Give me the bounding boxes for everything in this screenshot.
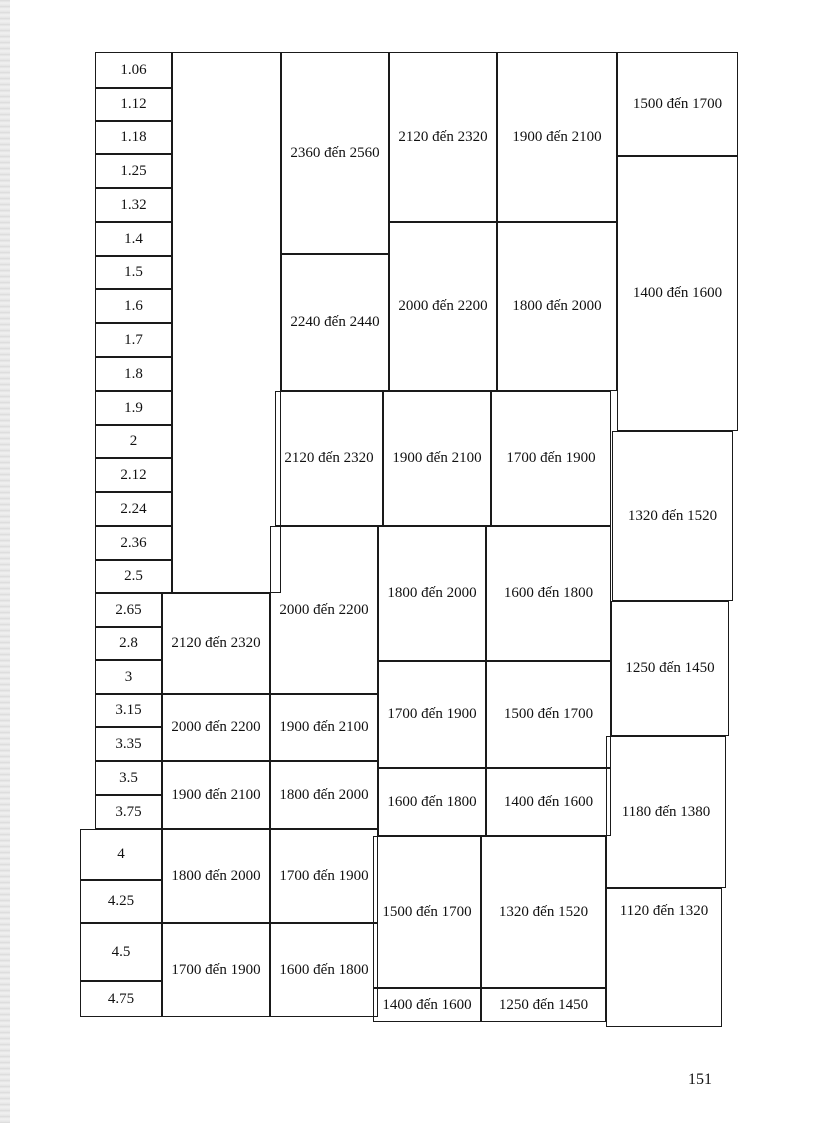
diameter-cell: 1.5	[95, 256, 172, 289]
range-cell: 2120 đến 2320	[389, 52, 497, 222]
range-cell: 1800 đến 2000	[497, 222, 617, 391]
diameter-cell: 2.12	[95, 458, 172, 492]
range-cell: 1600 đến 1800	[270, 923, 378, 1017]
range-cell: 2120 đến 2320	[162, 593, 270, 694]
range-cell: 1800 đến 2000	[378, 526, 486, 661]
diameter-cell: 1.18	[95, 121, 172, 154]
diameter-cell: 1.25	[95, 154, 172, 188]
range-cell: 1500 đến 1700	[486, 661, 611, 768]
range-cell: 1700 đến 1900	[491, 391, 611, 526]
diameter-cell: 3.35	[95, 727, 162, 761]
range-cell: 2000 đến 2200	[389, 222, 497, 391]
diameter-cell: 1.12	[95, 88, 172, 121]
diameter-cell: 4.75	[80, 981, 162, 1017]
range-cell: 2000 đến 2200	[162, 694, 270, 761]
diameter-cell: 2.36	[95, 526, 172, 560]
range-cell: 1700 đến 1900	[270, 829, 378, 923]
diameter-cell: 1.7	[95, 323, 172, 357]
diameter-cell: 2	[95, 425, 172, 458]
range-cell: 1700 đến 1900	[378, 661, 486, 768]
diameter-cell: 3.75	[95, 795, 162, 829]
range-cell: 1900 đến 2100	[383, 391, 491, 526]
range-cell: 2120 đến 2320	[275, 391, 383, 526]
diameter-cell: 1.6	[95, 289, 172, 323]
diameter-cell: 1.9	[95, 391, 172, 425]
range-cell: 1500 đến 1700	[373, 836, 481, 988]
diameter-cell: 2.5	[95, 560, 172, 593]
diameter-cell: 1.06	[95, 52, 172, 88]
range-cell: 1900 đến 2100	[270, 694, 378, 761]
diameter-cell: 2.65	[95, 593, 162, 627]
range-cell: 1320 đến 1520	[612, 431, 733, 601]
diameter-cell: 1.8	[95, 357, 172, 391]
range-cell: 1700 đến 1900	[162, 923, 270, 1017]
range-cell: 1250 đến 1450	[481, 988, 606, 1022]
range-cell: 2360 đến 2560	[281, 52, 389, 254]
range-cell: 1400 đến 1600	[373, 988, 481, 1022]
diameter-cell: 4	[80, 829, 162, 880]
range-cell: 1320 đến 1520	[481, 836, 606, 988]
diameter-cell: 4.25	[80, 880, 162, 923]
empty-range-cell	[172, 52, 281, 593]
diameter-cell: 3	[95, 660, 162, 694]
range-cell: 1900 đến 2100	[497, 52, 617, 222]
range-cell: 1600 đến 1800	[378, 768, 486, 836]
diameter-cell: 2.24	[95, 492, 172, 526]
range-cell: 1500 đến 1700	[617, 52, 738, 156]
range-cell: 2000 đến 2200	[270, 526, 378, 694]
range-cell: 1250 đến 1450	[611, 601, 729, 736]
diameter-cell: 2.8	[95, 627, 162, 660]
range-cell: 1400 đến 1600	[617, 156, 738, 431]
range-cell: 2240 đến 2440	[281, 254, 389, 391]
diameter-cell: 3.5	[95, 761, 162, 795]
diameter-cell: 1.32	[95, 188, 172, 222]
range-cell: 1400 đến 1600	[486, 768, 611, 836]
diameter-cell: 4.5	[80, 923, 162, 981]
range-cell: 1800 đến 2000	[162, 829, 270, 923]
range-cell: 1800 đến 2000	[270, 761, 378, 829]
page-number: 151	[688, 1071, 712, 1088]
diameter-cell: 1.4	[95, 222, 172, 256]
range-cell: 1120 đến 1320	[606, 888, 722, 1027]
range-cell: 1600 đến 1800	[486, 526, 611, 661]
range-cell: 1180 đến 1380	[606, 736, 726, 888]
diameter-cell: 3.15	[95, 694, 162, 727]
range-cell: 1900 đến 2100	[162, 761, 270, 829]
